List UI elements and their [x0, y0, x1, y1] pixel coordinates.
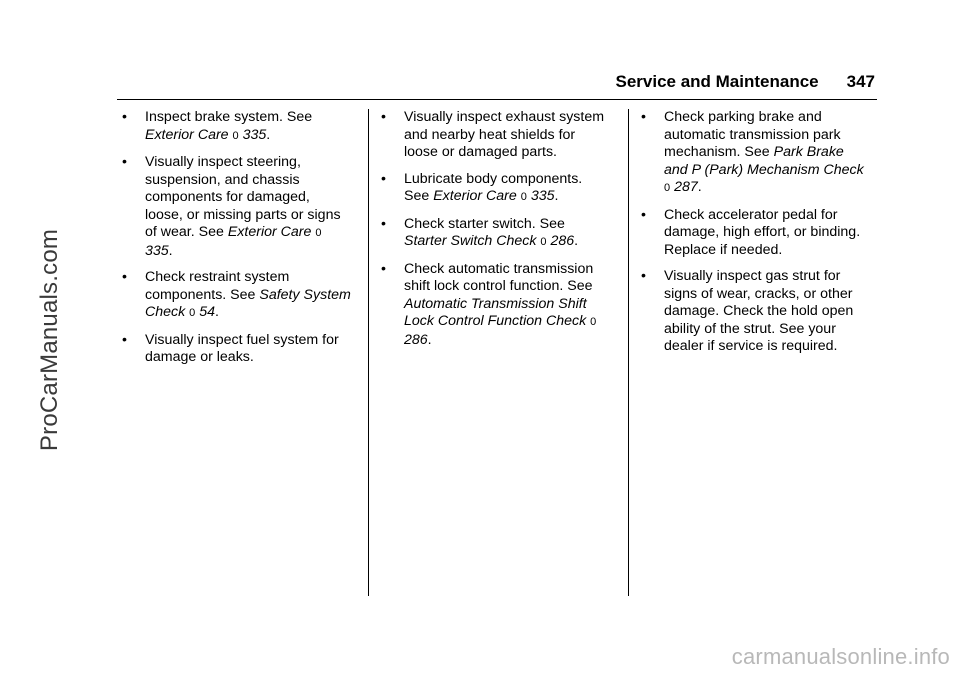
- item-text: Visually inspect exhaust system and nearby heat shields for loose or damaged parts.: [404, 109, 605, 160]
- item-text: Lubricate body components. See: [404, 170, 583, 204]
- reference-page-number: 286: [550, 233, 575, 249]
- bullet-glyph: •: [381, 109, 386, 125]
- item-text: Visually inspect fuel system for damage or leaks.: [145, 331, 339, 365]
- item-text: Check restraint system components. See: [145, 269, 290, 303]
- sentence-end: .: [266, 126, 271, 143]
- reference-title: Exterior Care: [145, 126, 229, 143]
- item-text: Check accelerator pedal for damage, high effort, or binding. Replace if needed.: [664, 206, 861, 258]
- page-reference-icon: 0: [232, 129, 239, 142]
- page-reference-icon: 0: [189, 307, 196, 319]
- item-text: Visually inspect gas strut for signs of wear, cracks, or other damage. Check the hold open ability of the strut. See your dealer if service is required.: [664, 268, 854, 354]
- item-text: Check automatic transmission shift lock control function. See: [404, 260, 594, 294]
- page-header: [580, 72, 875, 92]
- sentence-end: .: [215, 304, 219, 320]
- sentence-end: .: [168, 242, 173, 259]
- reference-page-number: 335: [530, 188, 555, 204]
- cross-reference-link[interactable]: [404, 296, 596, 348]
- bullet-list: [378, 109, 610, 349]
- cross-reference-link[interactable]: [145, 127, 266, 143]
- bullet-glyph: •: [641, 206, 646, 223]
- reference-title: Exterior Care: [433, 188, 517, 204]
- bullet-glyph: •: [381, 260, 386, 277]
- reference-title: Starter Switch Check: [404, 233, 537, 249]
- side-watermark: ProCarManuals.com: [36, 228, 63, 452]
- bullet-glyph: •: [122, 154, 127, 170]
- sentence-end: .: [427, 331, 432, 348]
- reference-page-number: 335: [242, 126, 267, 143]
- column-divider-2: [628, 109, 629, 596]
- page-number: 347: [846, 72, 875, 91]
- cross-reference-link[interactable]: [433, 188, 554, 204]
- text-column-2: [378, 109, 610, 358]
- item-text: Check parking brake and automatic transmission park mechanism. See: [664, 109, 841, 160]
- page-reference-icon: 0: [520, 191, 527, 203]
- list-item: [119, 269, 351, 323]
- list-item: [378, 216, 610, 252]
- list-item: [378, 171, 610, 207]
- list-item: [119, 332, 351, 367]
- list-item: [119, 109, 351, 145]
- item-text: Check starter switch. See: [404, 215, 565, 232]
- page-reference-icon: 0: [315, 227, 322, 239]
- list-item: [638, 109, 870, 198]
- text-column-3: [638, 109, 870, 365]
- list-item: [638, 268, 870, 356]
- sentence-end: .: [697, 179, 702, 195]
- bullet-glyph: •: [381, 215, 386, 232]
- sentence-end: .: [574, 233, 579, 249]
- list-item: [378, 261, 610, 350]
- bullet-glyph: •: [641, 268, 646, 284]
- sentence-end: .: [554, 188, 559, 204]
- reference-title: Safety System Check: [145, 286, 351, 320]
- header-rule: [117, 99, 877, 100]
- list-item: [638, 207, 870, 260]
- page-reference-icon: 0: [590, 316, 597, 328]
- list-item: [119, 154, 351, 260]
- bullet-glyph: •: [122, 269, 127, 285]
- reference-page-number: 335: [145, 242, 169, 259]
- reference-page-number: 287: [674, 179, 698, 195]
- bullet-list: [638, 109, 870, 356]
- list-item: [378, 109, 610, 162]
- bullet-list: [119, 109, 351, 367]
- reference-title: Park Brake and P (Park) Mechanism Check: [664, 144, 864, 178]
- bullet-glyph: •: [381, 170, 386, 187]
- reference-page-number: 286: [404, 331, 428, 348]
- reference-title: Exterior Care: [227, 224, 312, 240]
- bullet-glyph: •: [122, 331, 127, 348]
- cross-reference-link[interactable]: [404, 233, 574, 249]
- page-reference-icon: 0: [664, 182, 671, 194]
- column-divider-1: [368, 109, 369, 596]
- reference-title: Automatic Transmission Shift Lock Control Function Check: [404, 295, 587, 329]
- item-text: Inspect brake system. See: [145, 109, 313, 125]
- item-text: Visually inspect steering, suspension, and chassis components for damaged, loose, or missing parts or signs of wear. See: [145, 154, 341, 240]
- bullet-glyph: •: [122, 109, 127, 125]
- bullet-glyph: •: [641, 109, 646, 125]
- bottom-watermark: carmanualsonline.info: [731, 644, 950, 669]
- section-title: Service and Maintenance: [615, 72, 819, 91]
- page-reference-icon: 0: [540, 236, 547, 248]
- text-column-1: [119, 109, 351, 376]
- reference-page-number: 54: [199, 304, 216, 320]
